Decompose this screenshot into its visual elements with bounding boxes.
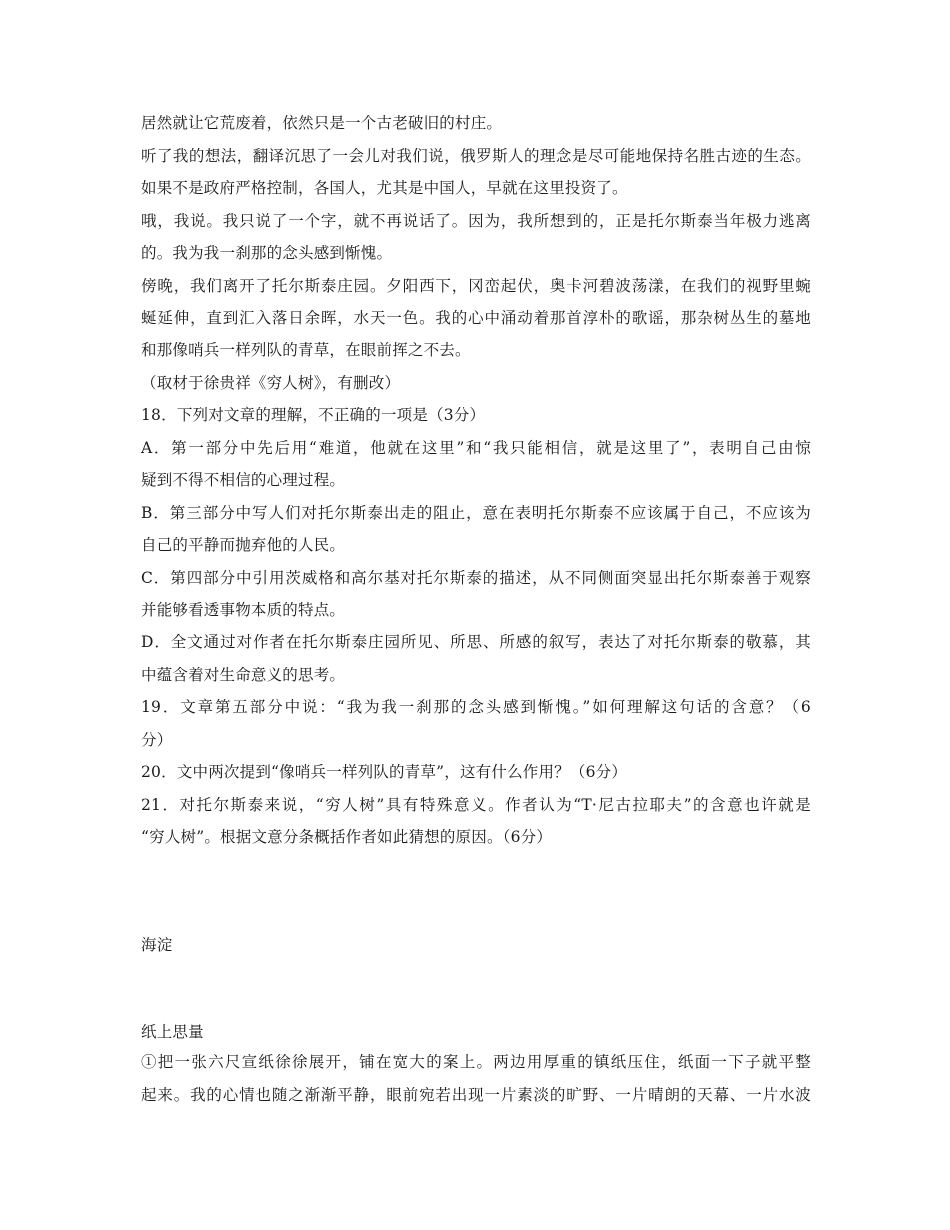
option-d-cont: 中蕴含着对生命意义的思考。	[141, 666, 346, 684]
source-citation: （取材于徐贵祥《穷人树》，有删改）	[141, 374, 401, 392]
question-21: 21．对托尔斯泰来说，“穷人树”具有特殊意义。作者认为“T·尼古拉耶夫”的含意也许就是	[141, 796, 811, 814]
option-b: B．第三部分中写人们对托尔斯泰出走的阻止，意在表明托尔斯泰不应该属于自己，不应该为	[141, 504, 811, 522]
text-line: 和那像哨兵一样列队的青草，在眼前挥之不去。	[141, 341, 471, 359]
text-line: 如果不是政府严格控制，各国人，尤其是中国人，早就在这里投资了。	[141, 179, 628, 197]
question-20: 20．文中两次提到“像哨兵一样列队的青草”，这有什么作用？（6分）	[141, 763, 628, 781]
question-19-cont: 分）	[141, 731, 173, 749]
text-line: 的。我为我一刹那的念头感到惭愧。	[141, 244, 393, 262]
passage-title: 纸上思量	[141, 1023, 204, 1041]
text-line: 傍晚，我们离开了托尔斯泰庄园。夕阳西下，冈峦起伏，奥卡河碧波荡漾，在我们的视野里蜿	[141, 277, 811, 295]
option-d: D．全文通过对作者在托尔斯泰庄园所见、所思、所感的叙写，表达了对托尔斯泰的敬慕，其	[141, 633, 811, 651]
text-line: 听了我的想法，翻译沉思了一会儿对我们说，俄罗斯人的理念是尽可能地保持名胜古迹的生态。	[141, 147, 811, 165]
text-line: 哦，我说。我只说了一个字，就不再说话了。因为，我所想到的，正是托尔斯泰当年极力逃离	[141, 212, 811, 230]
text-line: 蜒延伸，直到汇入落日余晖，水天一色。我的心中涌动着那首淳朴的歌谣，那杂树丛生的墓地	[141, 309, 811, 327]
question-19: 19．文章第五部分中说：“我为我一刹那的念头感到惭愧。”如何理解这句话的含意？（6	[141, 698, 811, 716]
section-heading: 海淀	[141, 936, 173, 954]
option-b-cont: 自己的平静而抛弃他的人民。	[141, 536, 346, 554]
text-line: ①把一张六尺宣纸徐徐展开，铺在宽大的案上。两边用厚重的镇纸压住，纸面一下子就平整	[141, 1053, 811, 1071]
option-a: A．第一部分中先后用“难道，他就在这里”和“我只能相信，就是这里了”，表明自己由惊	[141, 439, 811, 457]
text-line: 起来。我的心情也随之渐渐平静，眼前宛若出现一片素淡的旷野、一片晴朗的天幕、一片水波	[141, 1086, 811, 1104]
question-18: 18．下列对文章的理解，不正确的一项是（3分）	[141, 406, 486, 424]
option-c: C．第四部分中引用茨威格和高尔基对托尔斯泰的描述，从不同侧面突显出托尔斯泰善于观察	[141, 569, 811, 587]
question-21-cont: “穷人树”。根据文意分条概括作者如此猜想的原因。（6分）	[141, 828, 553, 846]
option-a-cont: 疑到不得不相信的心理过程。	[141, 471, 346, 489]
text-line: 居然就让它荒废着，依然只是一个古老破旧的村庄。	[141, 114, 503, 132]
option-c-cont: 并能够看透事物本质的特点。	[141, 601, 346, 619]
